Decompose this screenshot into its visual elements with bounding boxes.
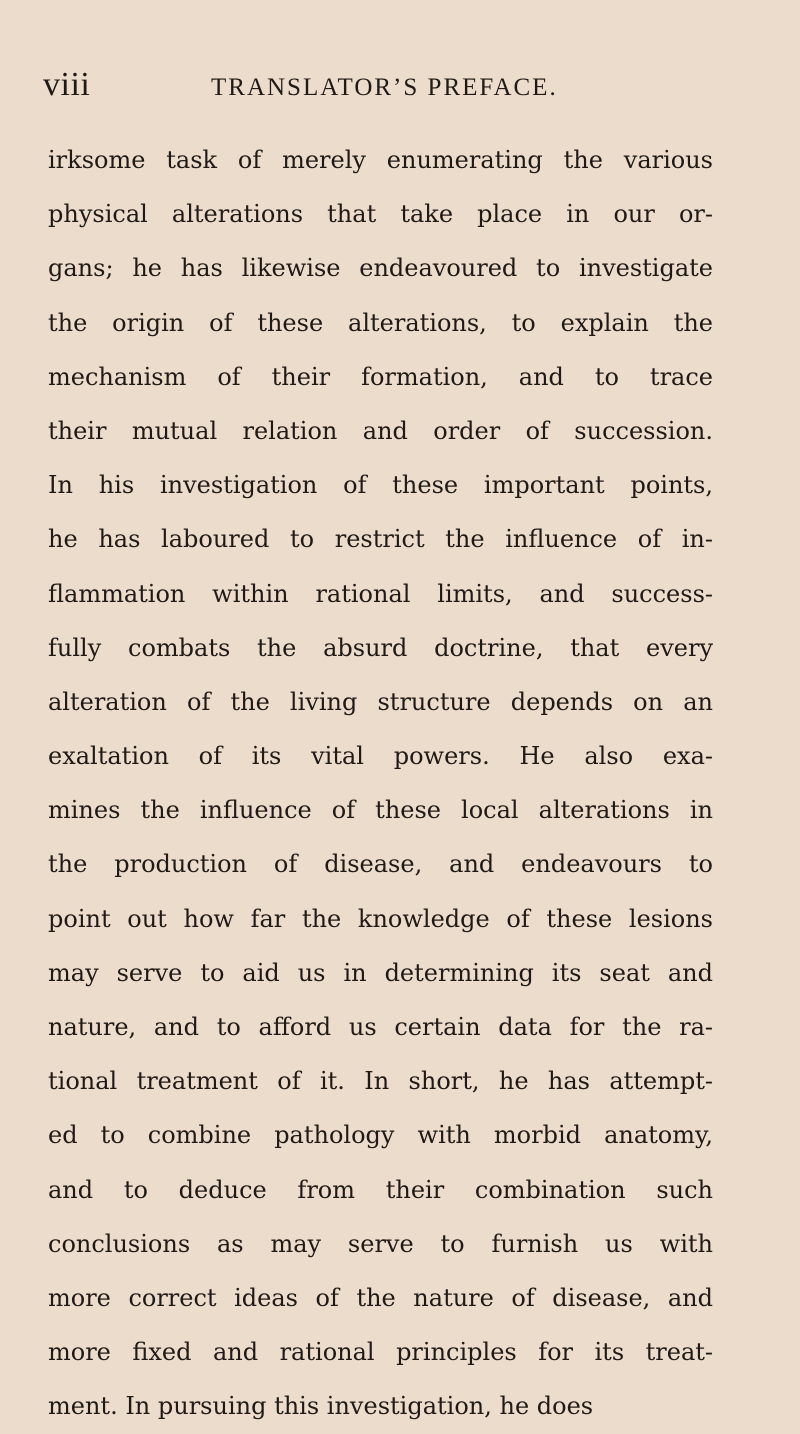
text-line: may serve to aid us in determining its seat and [48, 958, 713, 987]
text-line: the origin of these alterations, to explain the [48, 308, 713, 337]
text-line: alteration of the living structure depends on an [48, 687, 713, 716]
page-header [43, 66, 563, 114]
body-text [48, 133, 713, 1434]
text-line: irksome task of merely enumerating the various [48, 146, 713, 174]
text-line: mines the influence of these local alterations in [48, 796, 713, 825]
text-line: gans; he has likewise endeavoured to investigate [48, 254, 713, 283]
text-line: fully combats the absurd doctrine, that every [48, 633, 713, 662]
text-line: tional treatment of it. In short, he has attempt- [48, 1067, 713, 1096]
text-line: flammation within rational limits, and success- [48, 579, 713, 608]
text-line: ed to combine pathology with morbid anatomy, [48, 1121, 713, 1150]
text-line: more correct ideas of the nature of disease, and [48, 1283, 713, 1312]
running-head: TRANSLATOR’S PREFACE. [211, 74, 558, 101]
page-number: viii [43, 66, 91, 103]
text-line: nature, and to afford us certain data for the ra- [48, 1013, 713, 1041]
text-line: the production of disease, and endeavours to [48, 850, 713, 879]
text-line: he has laboured to restrict the influence of in- [48, 525, 713, 554]
text-line: their mutual relation and order of succession. [48, 416, 713, 445]
text-line: physical alterations that take place in our or- [48, 200, 713, 229]
text-line: and to deduce from their combination such [48, 1175, 713, 1204]
text-line: conclusions as may serve to furnish us with [48, 1229, 713, 1258]
text-line: mechanism of their formation, and to trace [48, 362, 713, 391]
text-line: In his investigation of these important points, [48, 471, 713, 500]
text-line: more fixed and rational principles for its treat- [48, 1338, 713, 1367]
text-line: exaltation of its vital powers. He also exa- [48, 742, 713, 771]
text-line: ment. In pursuing this investigation, he does [48, 1392, 594, 1421]
text-line: point out how far the knowledge of these lesions [48, 904, 713, 933]
